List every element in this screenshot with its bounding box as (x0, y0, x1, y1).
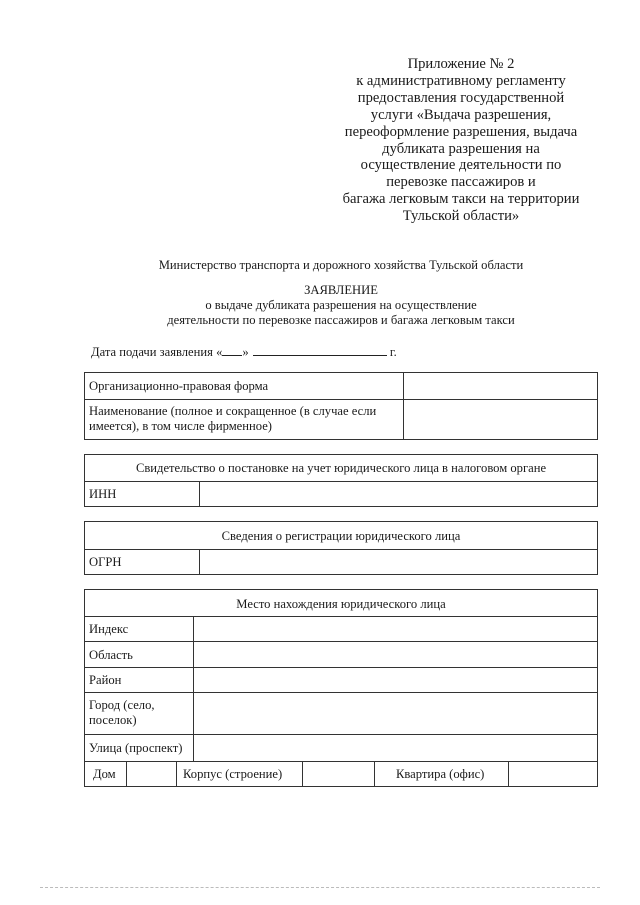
application-title: ЗАЯВЛЕНИЕ (304, 283, 378, 297)
ministry-name: Министерство транспорта и дорожного хозяйства Тульской области (158, 258, 524, 272)
appendix-line: багажа легковым такси на территории (342, 191, 580, 208)
index-field[interactable] (195, 617, 597, 641)
legal-form-field[interactable] (405, 373, 597, 399)
org-info-table (84, 372, 598, 440)
registration-info-table (84, 521, 598, 575)
appendix-line: к административному регламенту (356, 72, 566, 89)
org-name-field[interactable] (405, 400, 597, 439)
application-subtitle: о выдаче дубликата разрешения на осуществление (205, 298, 477, 312)
city-field[interactable] (195, 693, 597, 734)
location-header: Место нахождения юридического лица (236, 597, 446, 611)
inn-label: ИНН (89, 487, 117, 501)
region-field[interactable] (195, 642, 597, 667)
date-month-field[interactable] (253, 343, 387, 356)
appendix-header (336, 56, 586, 225)
house-field[interactable] (128, 762, 176, 786)
scan-edge-divider (40, 887, 600, 888)
apartment-field[interactable] (510, 762, 597, 786)
building-label: Корпус (строение) (183, 767, 283, 781)
district-field[interactable] (195, 668, 597, 692)
appendix-line: перевозке пассажиров и (386, 174, 536, 191)
region-label: Область (89, 648, 133, 662)
date-day-field[interactable] (222, 343, 242, 356)
org-name-label-line: Наименование (полное и сокращенное (в случае если (89, 404, 377, 418)
registration-info-header: Сведения о регистрации юридического лица (221, 529, 461, 543)
appendix-line: переоформление разрешения, выдача (344, 123, 578, 140)
apartment-label: Квартира (офис) (396, 767, 485, 781)
appendix-line: Приложение № 2 (407, 56, 515, 72)
ogrn-field[interactable] (201, 550, 597, 574)
application-subtitle: деятельности по перевозке пассажиров и багажа легковым такси (167, 313, 515, 327)
appendix-line: Тульской области» (402, 208, 520, 225)
city-label (89, 698, 155, 728)
legal-form-label: Организационно-правовая форма (89, 379, 269, 393)
district-label: Район (89, 673, 122, 687)
appendix-line: услуги «Выдача разрешения, (370, 106, 552, 123)
appendix-line: дубликата разрешения на (382, 140, 540, 157)
index-label: Индекс (89, 622, 129, 636)
submission-date-line (91, 343, 397, 360)
date-suffix: г. (389, 345, 397, 359)
ogrn-label: ОГРН (89, 555, 122, 569)
tax-registration-table (84, 454, 598, 507)
appendix-line: предоставления государственной (357, 89, 565, 106)
city-label-line: Город (село, (89, 698, 155, 712)
house-label: Дом (93, 767, 116, 781)
org-name-label (89, 404, 376, 434)
date-mid: » (242, 345, 249, 359)
inn-field[interactable] (201, 482, 597, 506)
appendix-line: осуществление деятельности по (360, 157, 562, 174)
street-field[interactable] (195, 735, 597, 761)
application-title-block (0, 283, 640, 328)
location-table (84, 589, 598, 787)
tax-registration-header: Свидетельство о постановке на учет юридического лица в налоговом органе (135, 461, 547, 475)
building-field[interactable] (304, 762, 374, 786)
org-name-label-line: имеется), в том числе фирменное) (89, 419, 272, 433)
date-prefix: Дата подачи заявления « (91, 345, 223, 359)
street-label: Улица (проспект) (89, 741, 183, 755)
city-label-line: поселок) (89, 713, 137, 727)
